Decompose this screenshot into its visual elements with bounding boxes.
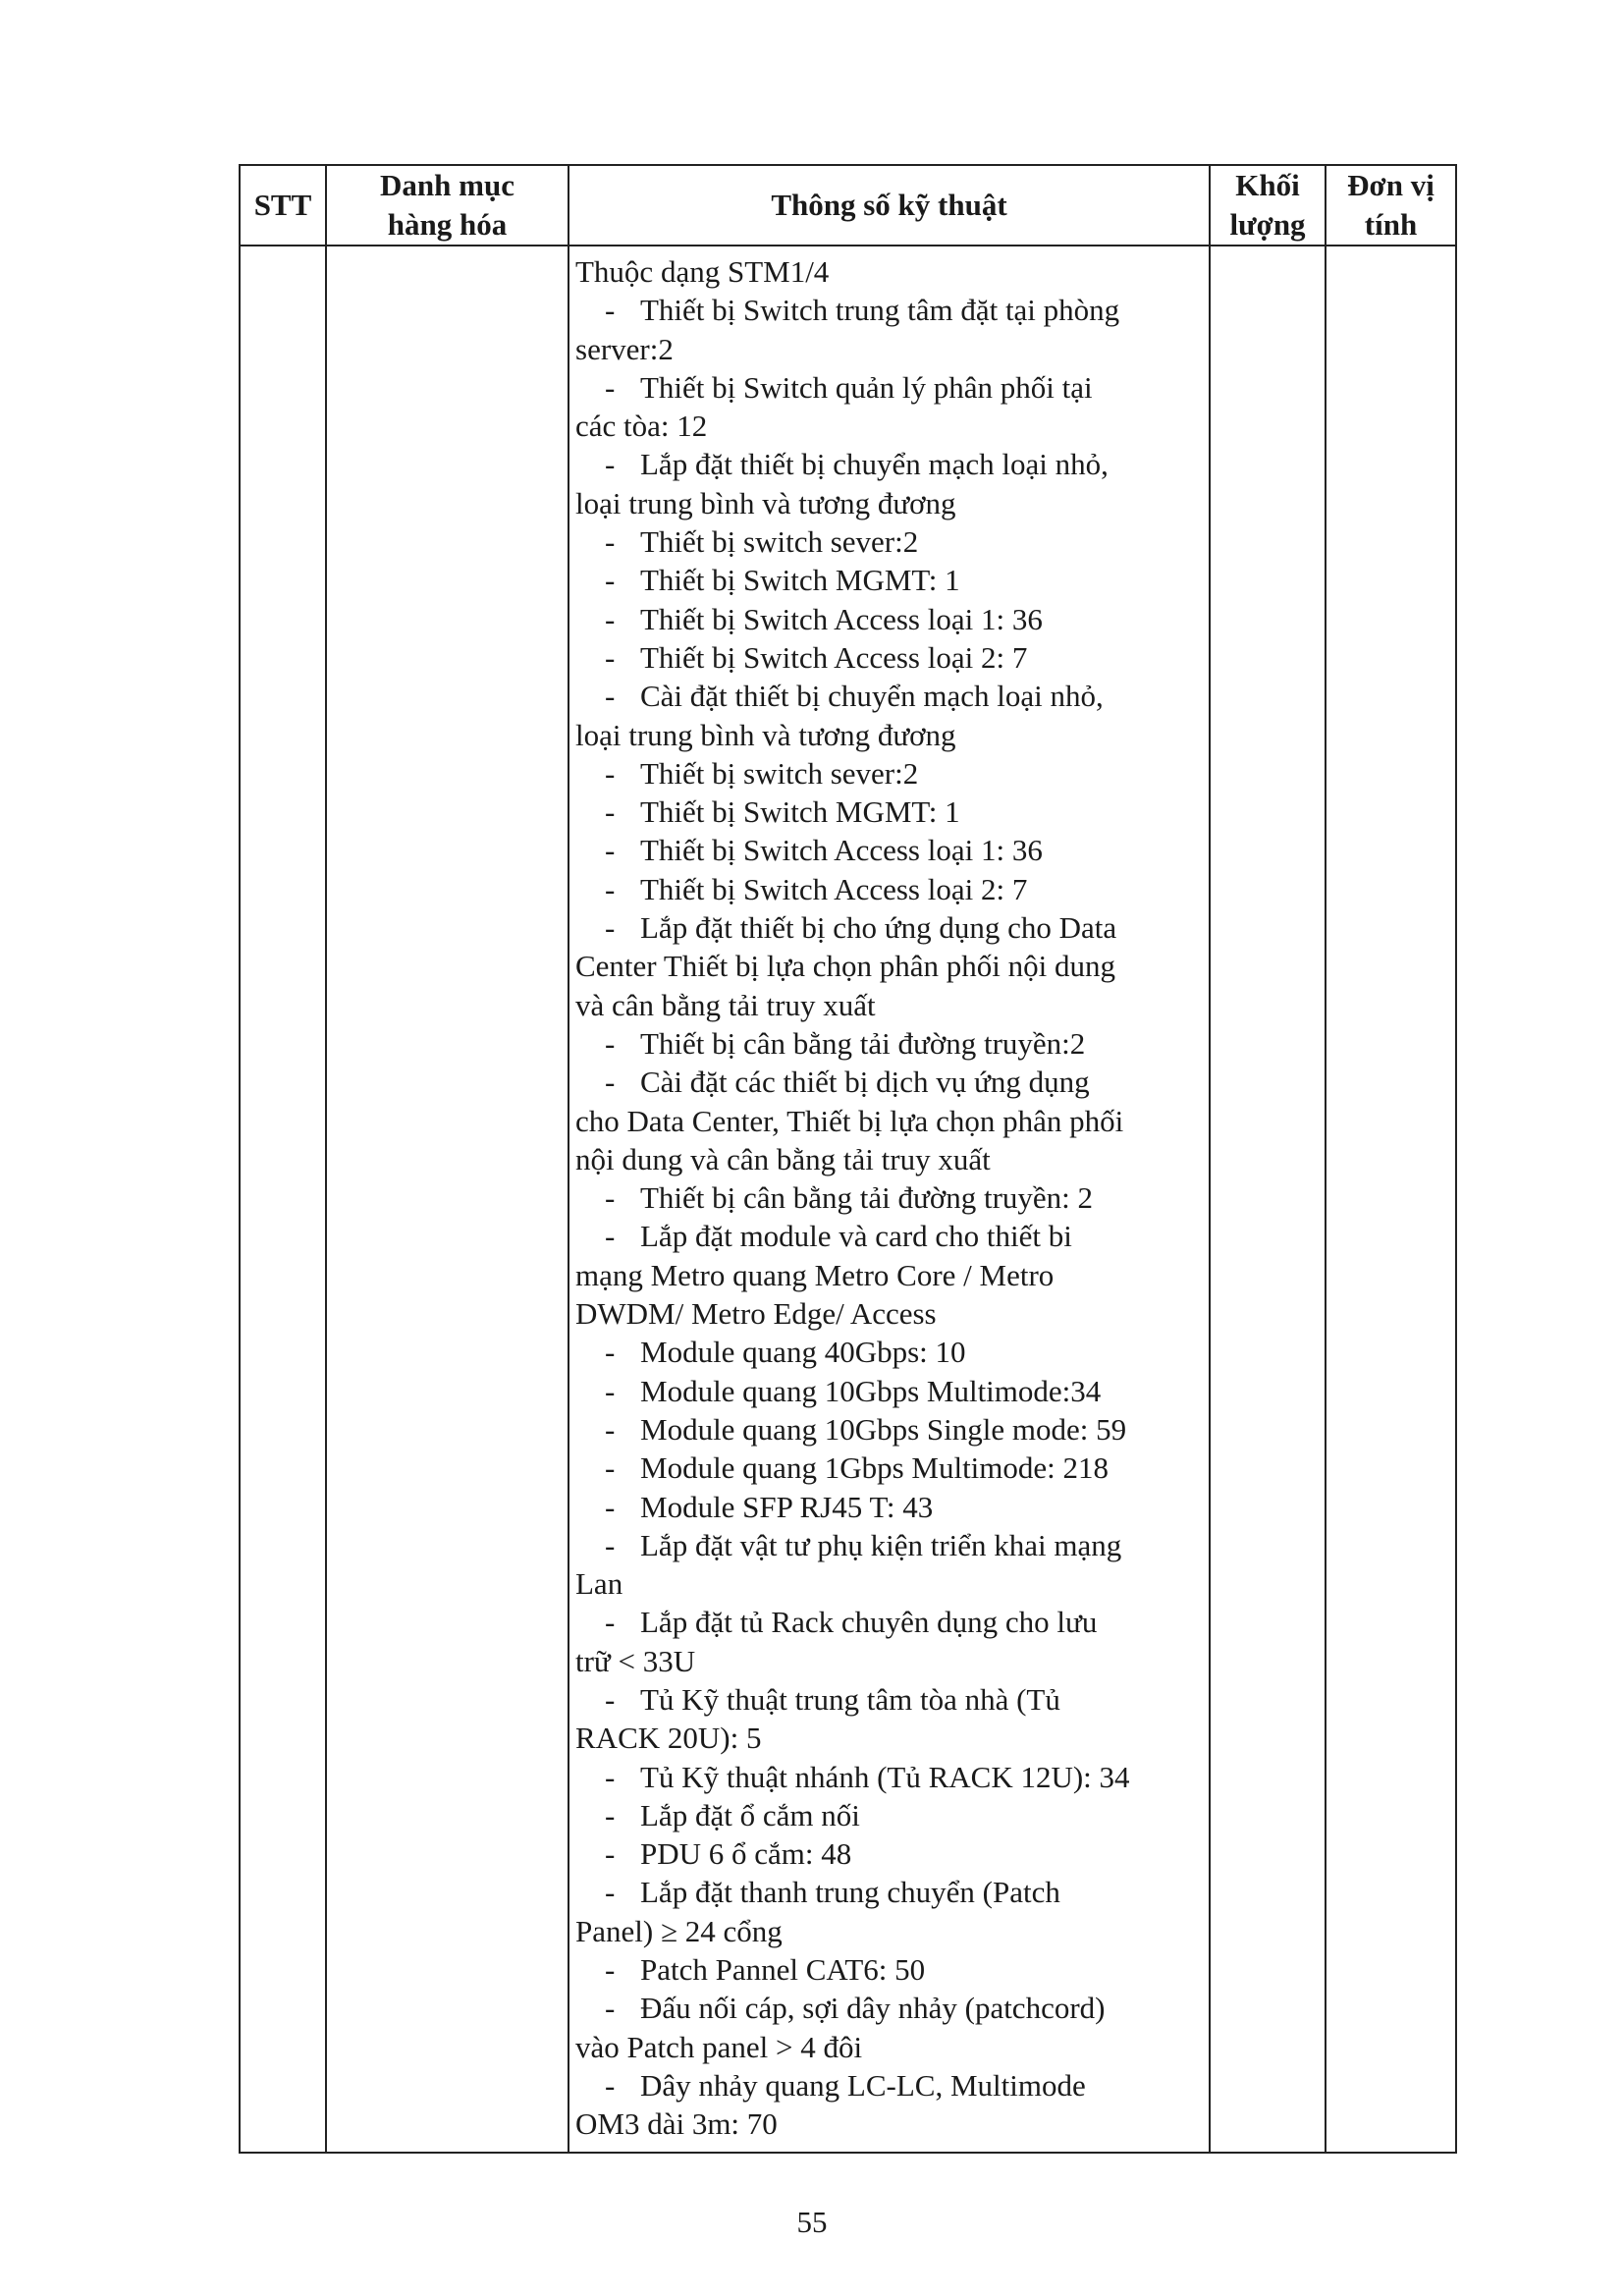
- spec-line-text: Lắp đặt ổ cắm nối: [640, 1797, 860, 1832]
- spec-line: [575, 1526, 1209, 1564]
- dash-marker: -: [605, 871, 616, 906]
- spec-line-text: loại trung bình và tương đương: [575, 717, 956, 752]
- spec-line-text: server:2: [575, 331, 674, 366]
- dash-marker: -: [605, 1219, 616, 1254]
- dash-marker: -: [605, 833, 616, 868]
- spec-line-text: Lắp đặt vật tư phụ kiện triển khai mạng: [640, 1527, 1122, 1562]
- spec-line: [575, 947, 1209, 985]
- spec-line-text: Thiết bị cân bằng tải đường truyền:2: [640, 1025, 1086, 1061]
- spec-line-text: Thiết bị Switch Access loại 2: 7: [640, 871, 1028, 906]
- dash-marker: -: [605, 679, 616, 714]
- spec-line-text: mạng Metro quang Metro Core / Metro: [575, 1257, 1055, 1292]
- spec-line-text: Cài đặt các thiết bị dịch vụ ứng dụng: [640, 1065, 1090, 1100]
- table-header-row: [240, 165, 1456, 246]
- spec-line-text: loại trung bình và tương đương: [575, 485, 956, 520]
- spec-line: [575, 252, 1209, 291]
- spec-line: [575, 407, 1209, 445]
- spec-line-text: Module quang 10Gbps Multimode:34: [640, 1373, 1102, 1408]
- spec-line: [575, 1140, 1209, 1178]
- dash-marker: -: [605, 2067, 616, 2103]
- spec-line-text: Thuộc dạng STM1/4: [575, 254, 830, 289]
- dash-marker: -: [605, 369, 616, 405]
- spec-line: [575, 1372, 1209, 1410]
- spec-line: [575, 1564, 1209, 1603]
- spec-line: [575, 831, 1209, 869]
- cell-thong-so: [568, 246, 1210, 2153]
- spec-line-text: Thiết bị Switch Access loại 1: 36: [640, 601, 1043, 636]
- spec-line: [575, 522, 1209, 561]
- header-don-vi: Đơn vị tính: [1326, 165, 1456, 246]
- spec-line: [575, 986, 1209, 1024]
- spec-line: [575, 561, 1209, 599]
- spec-line: [575, 677, 1209, 715]
- spec-line-text: trữ < 33U: [575, 1643, 696, 1678]
- spec-line-text: Dây nhảy quang LC-LC, Multimode: [640, 2067, 1086, 2103]
- spec-line: [575, 1719, 1209, 1757]
- spec-line: [575, 1642, 1209, 1680]
- spec-line: [575, 368, 1209, 407]
- dash-marker: -: [605, 524, 616, 560]
- spec-line-text: Module quang 40Gbps: 10: [640, 1335, 966, 1370]
- spec-line: [575, 600, 1209, 638]
- spec-line-text: Thiết bị Switch MGMT: 1: [640, 794, 960, 830]
- table-row: [240, 246, 1456, 2153]
- spec-line-text: Lắp đặt thiết bị chuyển mạch loại nhỏ,: [640, 447, 1109, 482]
- spec-line-text: Lắp đặt tủ Rack chuyên dụng cho lưu: [640, 1605, 1098, 1640]
- spec-line-text: Lắp đặt thiết bị cho ứng dụng cho Data: [640, 910, 1117, 946]
- spec-line: [575, 1758, 1209, 1796]
- spec-line: [575, 330, 1209, 368]
- spec-table: [239, 164, 1457, 2154]
- dash-marker: -: [605, 1489, 616, 1524]
- dash-marker: -: [605, 563, 616, 598]
- header-stt: STT: [240, 165, 326, 246]
- dash-marker: -: [605, 1065, 616, 1100]
- dash-marker: -: [605, 447, 616, 482]
- spec-line: [575, 291, 1209, 329]
- spec-line-text: Thiết bị switch sever:2: [640, 524, 919, 560]
- spec-line-text: Thiết bị Switch Access loại 2: 7: [640, 639, 1028, 675]
- spec-line-text: Thiết bị switch sever:2: [640, 755, 919, 791]
- dash-marker: -: [605, 1952, 616, 1988]
- dash-marker: -: [605, 601, 616, 636]
- spec-line: [575, 2028, 1209, 2066]
- spec-line-text: Cài đặt thiết bị chuyển mạch loại nhỏ,: [640, 679, 1104, 714]
- spec-line-text: OM3 dài 3m: 70: [575, 2106, 778, 2142]
- dash-marker: -: [605, 1605, 616, 1640]
- header-khoi-luong: Khối lượng: [1210, 165, 1326, 246]
- spec-line: [575, 1950, 1209, 1989]
- spec-line: [575, 1603, 1209, 1641]
- spec-line: [575, 1294, 1209, 1333]
- spec-line-text: các tòa: 12: [575, 409, 708, 444]
- spec-line: [575, 1217, 1209, 1255]
- spec-line: [575, 1256, 1209, 1294]
- spec-line-text: PDU 6 ổ cắm: 48: [640, 1836, 852, 1872]
- spec-line-text: Module quang 1Gbps Multimode: 218: [640, 1450, 1110, 1486]
- spec-lines: [575, 252, 1209, 2144]
- spec-line: [575, 1873, 1209, 1911]
- dash-marker: -: [605, 1411, 616, 1447]
- page-number: 55: [796, 2205, 828, 2239]
- cell-don-vi: [1326, 246, 1456, 2153]
- dash-marker: -: [605, 1373, 616, 1408]
- cell-danh-muc: [326, 246, 568, 2153]
- header-thong-so: Thông số kỹ thuật: [568, 165, 1210, 246]
- spec-line-text: Thiết bị Switch trung tâm đặt tại phòng: [640, 293, 1120, 328]
- spec-line: [575, 2105, 1209, 2143]
- spec-line: [575, 1178, 1209, 1217]
- spec-line: [575, 716, 1209, 754]
- spec-line: [575, 870, 1209, 908]
- spec-line-text: Center Thiết bị lựa chọn phân phối nội dung: [575, 949, 1116, 984]
- spec-line-text: Thiết bị Switch MGMT: 1: [640, 563, 960, 598]
- spec-line-text: và cân bằng tải truy xuất: [575, 987, 876, 1022]
- spec-line-text: vào Patch panel > 4 đôi: [575, 2029, 863, 2064]
- dash-marker: -: [605, 1025, 616, 1061]
- spec-line: [575, 2066, 1209, 2105]
- spec-line-text: Thiết bị cân bằng tải đường truyền: 2: [640, 1180, 1094, 1216]
- header-danh-muc: Danh mục hàng hóa: [326, 165, 568, 246]
- dash-marker: -: [605, 1335, 616, 1370]
- dash-marker: -: [605, 1991, 616, 2026]
- spec-line-text: Module quang 10Gbps Single mode: 59: [640, 1411, 1127, 1447]
- dash-marker: -: [605, 1681, 616, 1717]
- spec-line: [575, 1488, 1209, 1526]
- spec-line: [575, 754, 1209, 793]
- spec-line: [575, 908, 1209, 947]
- dash-marker: -: [605, 1180, 616, 1216]
- spec-line-text: nội dung và cân bằng tải truy xuất: [575, 1141, 991, 1176]
- spec-line-text: Patch Pannel CAT6: 50: [640, 1952, 926, 1988]
- spec-line: [575, 1834, 1209, 1873]
- spec-line-text: Tủ Kỹ thuật nhánh (Tủ RACK 12U): 34: [640, 1759, 1130, 1794]
- spec-line-text: Thiết bị Switch Access loại 1: 36: [640, 833, 1043, 868]
- dash-marker: -: [605, 1836, 616, 1872]
- spec-line-text: DWDM/ Metro Edge/ Access: [575, 1296, 937, 1332]
- cell-khoi-luong: [1210, 246, 1326, 2153]
- dash-marker: -: [605, 639, 616, 675]
- spec-line-text: Tủ Kỹ thuật trung tâm tòa nhà (Tủ: [640, 1681, 1060, 1717]
- spec-line: [575, 1680, 1209, 1719]
- spec-line-text: RACK 20U): 5: [575, 1721, 762, 1756]
- dash-marker: -: [605, 1797, 616, 1832]
- spec-line: [575, 1102, 1209, 1140]
- dash-marker: -: [605, 794, 616, 830]
- spec-line: [575, 1912, 1209, 1950]
- spec-line: [575, 1024, 1209, 1063]
- spec-line-text: Thiết bị Switch quản lý phân phối tại: [640, 369, 1093, 405]
- spec-line: [575, 1333, 1209, 1371]
- spec-line-text: Lan: [575, 1566, 623, 1602]
- dash-marker: -: [605, 1759, 616, 1794]
- spec-line: [575, 1063, 1209, 1101]
- dash-marker: -: [605, 1527, 616, 1562]
- spec-line: [575, 638, 1209, 677]
- spec-line-text: Lắp đặt thanh trung chuyển (Patch: [640, 1875, 1060, 1910]
- spec-line: [575, 1989, 1209, 2027]
- dash-marker: -: [605, 1450, 616, 1486]
- spec-line: [575, 445, 1209, 483]
- spec-line: [575, 484, 1209, 522]
- spec-line-text: cho Data Center, Thiết bị lựa chọn phân phối: [575, 1103, 1124, 1138]
- spec-line: [575, 793, 1209, 831]
- dash-marker: -: [605, 755, 616, 791]
- spec-line: [575, 1796, 1209, 1834]
- spec-line-text: Module SFP RJ45 T: 43: [640, 1489, 934, 1524]
- dash-marker: -: [605, 1875, 616, 1910]
- spec-line-text: Lắp đặt module và card cho thiết bi: [640, 1219, 1072, 1254]
- spec-line-text: Panel) ≥ 24 cổng: [575, 1913, 783, 1948]
- spec-line: [575, 1449, 1209, 1487]
- cell-stt: [240, 246, 326, 2153]
- spec-line: [575, 1410, 1209, 1449]
- spec-line-text: Đấu nối cáp, sợi dây nhảy (patchcord): [640, 1991, 1106, 2026]
- dash-marker: -: [605, 910, 616, 946]
- dash-marker: -: [605, 293, 616, 328]
